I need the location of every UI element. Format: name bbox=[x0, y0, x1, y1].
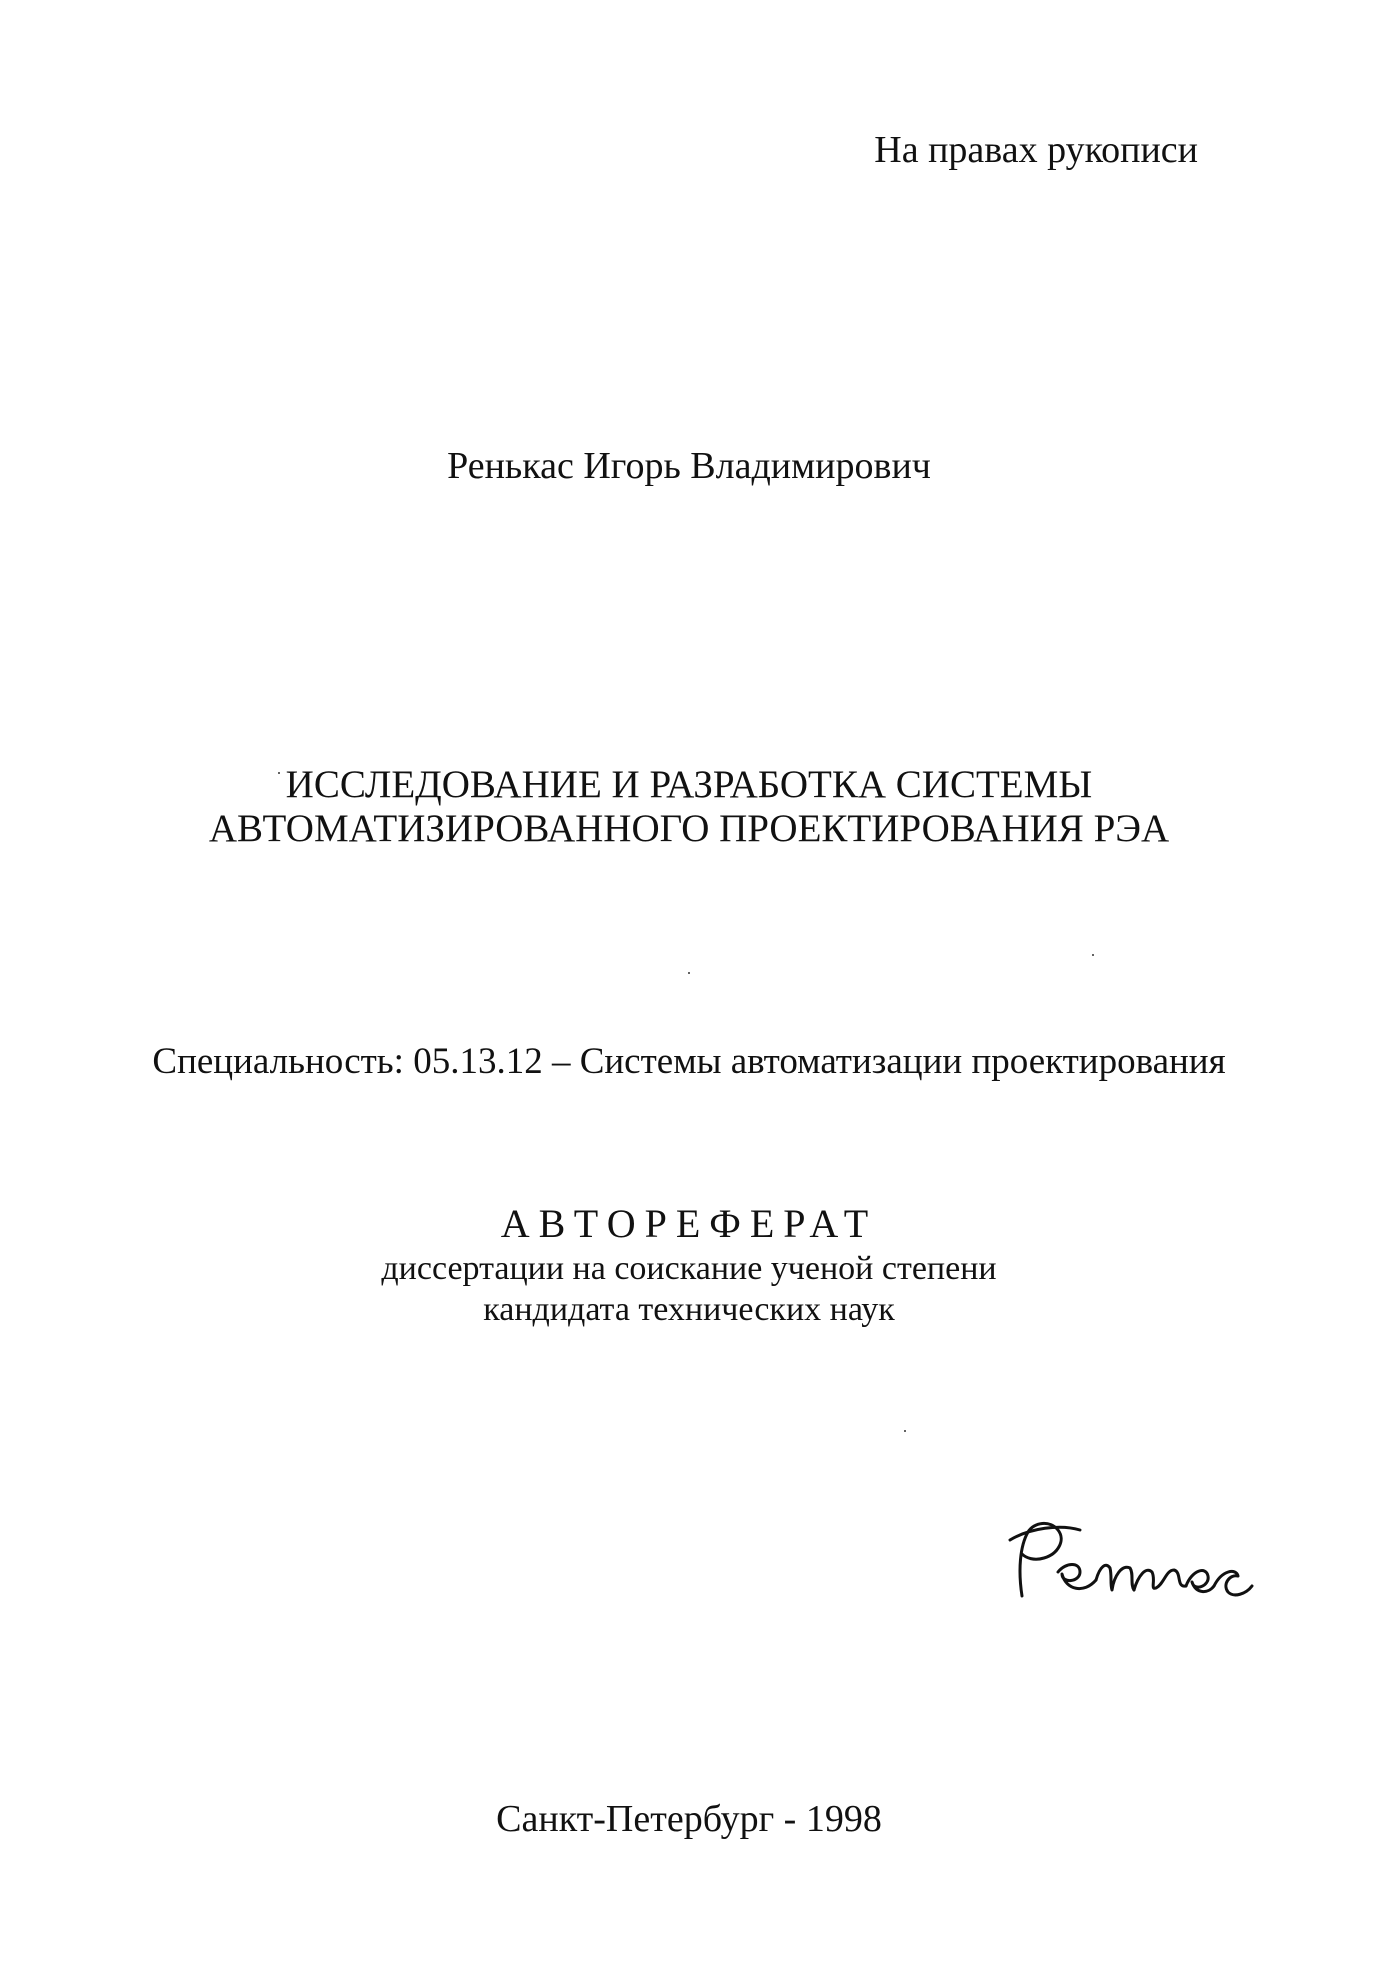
author-name: Ренькас Игорь Владимирович bbox=[447, 445, 931, 487]
degree-line-2: кандидата технических наук bbox=[483, 1291, 895, 1328]
city-and-year: Санкт-Петербург - 1998 bbox=[496, 1798, 882, 1840]
scan-speck bbox=[278, 772, 280, 774]
manuscript-rights-note: На правах рукописи bbox=[874, 129, 1198, 171]
abstract-heading: АВТОРЕФЕРАТ bbox=[500, 1201, 878, 1246]
scan-speck bbox=[688, 972, 690, 974]
thesis-title-line-1: ИССЛЕДОВАНИЕ И РАЗРАБОТКА СИСТЕМЫ bbox=[285, 763, 1093, 806]
thesis-title-line-2: АВТОМАТИЗИРОВАННОГО ПРОЕКТИРОВАНИЯ РЭА bbox=[208, 807, 1170, 850]
scan-speck bbox=[904, 1430, 906, 1432]
degree-line-1: диссертации на соискание ученой степени bbox=[381, 1250, 997, 1287]
specialty-line: Специальность: 05.13.12 – Системы автоматизации проектирования bbox=[152, 1041, 1226, 1082]
handwritten-signature bbox=[1000, 1510, 1260, 1620]
scan-speck bbox=[1092, 954, 1094, 956]
